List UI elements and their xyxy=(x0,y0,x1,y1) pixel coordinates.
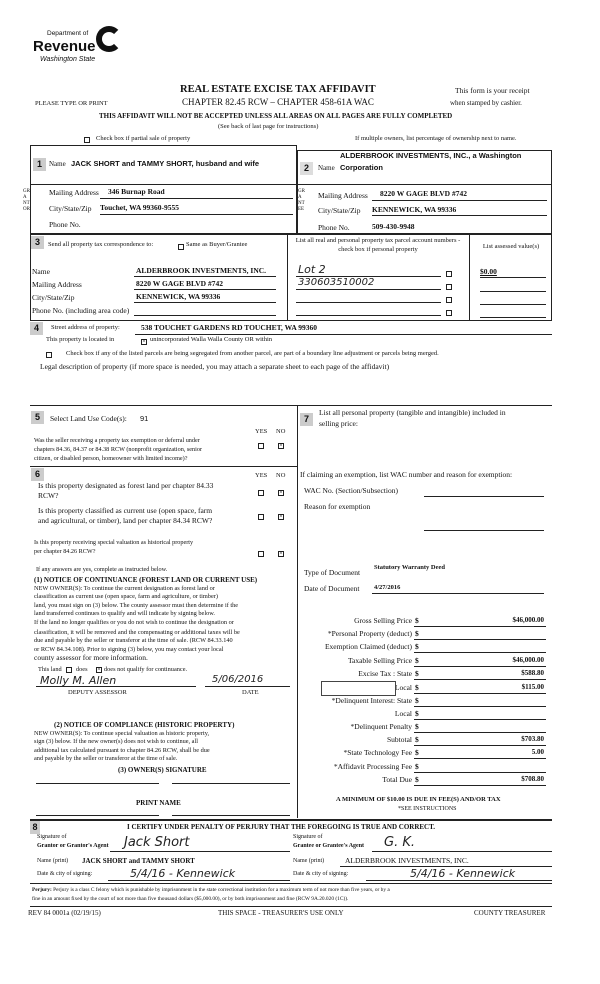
no-header: NO xyxy=(276,428,286,435)
forest-land-no[interactable]: × xyxy=(279,490,283,496)
n-line: land, you must sign on (3) below. The county assessor must then determine if the xyxy=(34,601,239,609)
grantor-mail-label: Mailing Address xyxy=(49,188,99,197)
calc-row-value[interactable]: $708.80 xyxy=(521,775,544,783)
doc-type[interactable]: Statutory Warranty Deed xyxy=(374,564,446,571)
line xyxy=(480,291,546,292)
line xyxy=(372,215,547,216)
calc-row-label: Total Due xyxy=(382,775,412,784)
calc-row-label: Subtotal xyxy=(386,735,412,744)
seller-exemption-question xyxy=(34,436,202,463)
yes-header: YES xyxy=(255,472,268,479)
calc-row-value[interactable]: $588.80 xyxy=(521,669,544,677)
grantor-signature[interactable]: Jack Short xyxy=(124,835,190,850)
sec3-mail-label: Mailing Address xyxy=(32,280,82,289)
line xyxy=(36,686,196,687)
grantee-name-2[interactable]: Corporation xyxy=(340,163,383,172)
divider xyxy=(30,906,552,907)
grantee-sig-of: Signature of xyxy=(293,834,323,840)
personal-property-checkbox-3[interactable] xyxy=(446,297,452,303)
perjury-label: Perjury: xyxy=(32,887,52,893)
perjury-text: Perjury is a class C felony which is punishable by imprisonment in the state correctional institution for a maximum term of not more than five years, or by a xyxy=(53,887,390,893)
n-line: classification, it will be removed and the compensating or additional taxes will be xyxy=(34,629,240,637)
no-header: NO xyxy=(276,472,286,479)
line xyxy=(414,745,546,746)
grantee-mail[interactable]: 8220 W GAGE BLVD #742 xyxy=(380,189,467,198)
see-instructions: *SEE INSTRUCTIONS xyxy=(398,806,457,812)
l-line: List all personal property (tangible and intangible) included in xyxy=(319,408,506,417)
calc-row-value[interactable]: $46,000.00 xyxy=(512,656,544,664)
grantee-print-name[interactable]: ALDERBROOK INVESTMENTS, INC. xyxy=(345,856,469,865)
line xyxy=(480,317,546,318)
grantor-date-city[interactable]: 5/4/16 - Kennewick xyxy=(130,867,236,880)
q-line: per chapter 84.26 RCW? xyxy=(34,548,96,555)
q-line: Is this property designated as forest land per chapter 84.33 xyxy=(38,481,214,490)
owner-signature-label: (3) OWNER(S) SIGNATURE xyxy=(118,766,207,774)
print-name-line-1[interactable] xyxy=(36,815,159,816)
forest-land-question xyxy=(38,481,213,501)
dollar-sign: $ xyxy=(415,669,419,678)
current-use-yes[interactable] xyxy=(258,514,264,520)
please-type: PLEASE TYPE OR PRINT xyxy=(35,100,108,107)
grantee-side-label: GRANTEE xyxy=(298,189,305,212)
grantor-mail[interactable]: 346 Burnap Road xyxy=(108,187,165,196)
calc-row-label: *Personal Property (deduct) xyxy=(327,629,412,638)
certify-statement: I CERTIFY UNDER PENALTY OF PERJURY THAT THE FOREGOING IS TRUE AND CORRECT. xyxy=(127,823,436,831)
line xyxy=(134,289,276,290)
multiple-owners-note: If multiple owners, list percentage of ownership next to name. xyxy=(355,135,517,142)
notice2-text xyxy=(34,730,210,764)
line xyxy=(372,200,547,201)
same-as-buyer-label: Same as Buyer/Grantee xyxy=(186,241,248,248)
dollar-sign: $ xyxy=(415,762,419,771)
print-name-line-2[interactable] xyxy=(172,815,290,816)
personal-property-label xyxy=(319,407,506,429)
grantee-name-label: Name xyxy=(318,164,335,172)
line xyxy=(296,289,441,290)
form-subtitle: CHAPTER 82.45 RCW – CHAPTER 458-61A WAC xyxy=(182,97,374,107)
assessor-signature: Molly M. Allen xyxy=(40,674,117,687)
historical-yes[interactable] xyxy=(258,551,264,557)
grantor-name[interactable]: JACK SHORT and TAMMY SHORT, husband and wife xyxy=(71,159,260,168)
notice1-text xyxy=(34,585,240,663)
section-2-number: 2 xyxy=(300,162,313,175)
dollar-sign: $ xyxy=(415,722,419,731)
sec3-mail[interactable]: 8220 W GAGE BLVD #742 xyxy=(136,279,223,288)
dollar-sign: $ xyxy=(415,656,419,665)
n-line: If the land no longer qualifies or you do not wish to continue the designation or xyxy=(34,618,234,626)
calc-row-label: Gross Selling Price xyxy=(354,616,412,625)
line xyxy=(414,626,546,627)
grantee-agent-label: Grantee or Grantee's Agent xyxy=(293,843,365,849)
line xyxy=(414,666,546,667)
line xyxy=(205,686,290,687)
forest-land-yes[interactable] xyxy=(258,490,264,496)
line xyxy=(296,315,441,316)
line xyxy=(414,719,546,720)
q-line: chapters 84.36, 84.37 or 84.38 RCW (nonprofit organization, senior xyxy=(34,446,203,453)
section-8-number: 8 xyxy=(30,821,40,834)
wac-input[interactable] xyxy=(424,496,544,497)
divider xyxy=(30,184,297,185)
perjury-line-2: fine in an amount fixed by the court of not more than five thousand dollars ($5,000.00), or by both imprisonment and fine (RCW 9A.20.020 (1C)). xyxy=(32,896,349,902)
line xyxy=(372,851,552,852)
street-address-label: Street address of property: xyxy=(51,324,120,331)
grantee-name-print-label: Name (print) xyxy=(293,858,325,864)
legal-description-label: Legal description of property (if more space is needed, you may attach a separate sheet to each page of the affidavit) xyxy=(40,362,390,371)
grantee-phone[interactable]: 509-430-9948 xyxy=(372,222,415,231)
wac-label: WAC No. (Section/Subsection) xyxy=(304,486,398,495)
q-line: Was the seller receiving a property tax exemption or deferral under xyxy=(34,437,200,444)
grantor-side-label: GRANTOR xyxy=(23,189,30,212)
perjury-line-1 xyxy=(32,886,390,895)
date-label: DATE xyxy=(242,689,259,696)
divider xyxy=(287,233,288,321)
divider xyxy=(30,405,297,406)
grantee-date-city[interactable]: 5/4/16 - Kennewick xyxy=(410,867,516,880)
grantor-name-print-label: Name (print) xyxy=(37,858,69,864)
line xyxy=(480,304,546,305)
column-divider xyxy=(297,405,298,818)
grantor-print-name[interactable]: JACK SHORT and TAMMY SHORT xyxy=(82,857,195,865)
dollar-sign: $ xyxy=(415,748,419,757)
n-line: classification as current use (open space, farm and agriculture, or timber) xyxy=(34,593,218,601)
n-line: additional tax calculated pursuant to chapter 84.26 RCW, shall be due xyxy=(34,746,210,754)
notice1-title: (1) NOTICE OF CONTINUANCE (FOREST LAND OR CURRENT USE) xyxy=(34,576,258,584)
grantor-agent-label: Grantor or Grantor's Agent xyxy=(37,843,109,849)
grantee-name-1[interactable]: ALDERBROOK INVESTMENTS, INC., a Washington xyxy=(340,151,522,160)
line xyxy=(100,214,293,215)
grantee-city[interactable]: KENNEWICK, WA 99336 xyxy=(372,205,457,214)
dollar-sign: $ xyxy=(415,616,419,625)
receipt-note-2: when stamped by cashier. xyxy=(450,99,522,107)
calc-row-label: Exemption Claimed (deduct) xyxy=(324,642,412,651)
n-line: NEW OWNER(S): To continue the current designation as forest land or xyxy=(34,585,215,592)
grantee-phone-label: Phone No. xyxy=(318,223,350,232)
segregated-checkbox[interactable] xyxy=(46,352,52,358)
assessed-header: List assessed value(s) xyxy=(482,243,540,250)
line xyxy=(134,276,276,277)
divider xyxy=(297,184,552,185)
see-back: (See back of last page for instructions) xyxy=(218,123,319,130)
q-line: Is this property receiving special valuation as historical property xyxy=(34,539,194,546)
line xyxy=(414,758,546,759)
personal-property-checkbox-2[interactable] xyxy=(446,284,452,290)
street-address[interactable]: 538 TOUCHET GARDENS RD TOUCHET, WA 99360 xyxy=(141,323,317,332)
line xyxy=(414,639,546,640)
line xyxy=(414,693,546,694)
grantor-city-label: City/State/Zip xyxy=(49,204,92,213)
n-line: NEW OWNER(S): To continue special valuation as historic property, xyxy=(34,730,210,737)
line xyxy=(372,593,544,594)
dollar-sign: $ xyxy=(415,642,419,651)
current-use-question xyxy=(38,506,212,526)
seller-exemption-yes[interactable] xyxy=(258,443,264,449)
q-line: and agricultural, or timber), land per chapter 84.34 RCW? xyxy=(38,516,213,525)
grantor-name-label: Name xyxy=(49,160,66,168)
q-line: RCW? xyxy=(38,491,59,500)
n-line: due and payable by the seller or transferor at the time of sale. (RCW 84.33.140 xyxy=(34,637,233,645)
section-7-number: 7 xyxy=(300,413,313,426)
owner-signature-line-1[interactable] xyxy=(36,783,159,784)
partial-sale-checkbox[interactable] xyxy=(84,137,90,143)
section-5-number: 5 xyxy=(31,411,44,424)
assessor-date: 5/06/2016 xyxy=(212,674,264,685)
logo-mark-icon xyxy=(96,26,122,52)
line xyxy=(414,785,546,786)
sec3-city-label: City/State/Zip xyxy=(32,293,75,302)
calc-row-label: Local xyxy=(394,709,412,718)
reason-label: Reason for exemption xyxy=(304,502,371,511)
calc-row-label: Taxable Selling Price xyxy=(347,656,412,665)
does-qualify-checkbox[interactable] xyxy=(66,667,72,673)
dollar-sign: $ xyxy=(415,775,419,784)
doc-date[interactable]: 4/27/2016 xyxy=(374,584,401,591)
line xyxy=(480,277,546,278)
line xyxy=(108,880,290,881)
n-line: sign (3) below. If the new owner(s) does not wish to continue, all xyxy=(34,738,198,746)
dollar-sign: $ xyxy=(415,629,419,638)
located-label: This property is located in xyxy=(46,336,115,343)
calc-row-value[interactable]: $703.80 xyxy=(521,735,544,743)
grantor-city[interactable]: Touchet, WA 99360-9555 xyxy=(100,203,179,212)
logo-line2: Revenue xyxy=(33,38,96,55)
sec3-city[interactable]: KENNEWICK, WA 99336 xyxy=(136,292,221,301)
calc-row-value[interactable]: 5.00 xyxy=(531,748,544,756)
partial-sale-label: Check box if partial sale of property xyxy=(96,135,191,142)
section-1-number: 1 xyxy=(33,158,46,171)
this-land-label: This land xyxy=(38,666,62,673)
n-line: or RCW 84.34.108). Prior to signing (3) below, you may contact your local xyxy=(34,645,224,653)
sec3-label: Send all property tax correspondence to: xyxy=(48,241,154,248)
grantee-date-city-label: Date & city of signing: xyxy=(293,871,349,877)
grantee-city-label: City/State/Zip xyxy=(318,206,361,215)
exemption-label: If claiming an exemption, list WAC number and reason for exemption: xyxy=(300,470,513,479)
line xyxy=(414,732,546,733)
form-title: REAL ESTATE EXCISE TAX AFFIDAVIT xyxy=(180,84,376,95)
line xyxy=(296,302,441,303)
personal-property-checkbox-4[interactable] xyxy=(446,310,452,316)
grantor-date-city-label: Date & city of signing: xyxy=(37,871,93,877)
located-value: unincorporated Walla Walla County OR within xyxy=(150,336,273,343)
l-line: selling price: xyxy=(319,419,358,428)
line xyxy=(134,302,276,303)
completion-warning: THIS AFFIDAVIT WILL NOT BE ACCEPTED UNLESS ALL AREAS ON ALL PAGES ARE FULLY COMPLETED xyxy=(99,112,453,120)
does-not-qualify-checkbox[interactable]: × xyxy=(97,667,101,673)
form-number: REV 84 0001a (02/19/15) xyxy=(28,909,101,917)
divider xyxy=(30,819,552,821)
print-name-label: PRINT NAME xyxy=(136,799,181,807)
dollar-sign: $ xyxy=(415,709,419,718)
county-treasurer: COUNTY TREASURER xyxy=(474,909,546,917)
line xyxy=(100,198,293,199)
section-6-number: 6 xyxy=(31,468,44,481)
section-3-number: 3 xyxy=(31,236,44,249)
q-line: citizen, or disabled person, homeowner with limited income)? xyxy=(34,455,188,462)
notice2-title: (2) NOTICE OF COMPLIANCE (HISTORIC PROPERTY) xyxy=(54,721,235,729)
grantee-signature[interactable]: G. K. xyxy=(384,835,415,850)
does-not-label: does not qualify for continuance. xyxy=(104,666,188,673)
calc-row-label: Excise Tax : State xyxy=(358,669,412,678)
unincorporated-checkbox[interactable]: × xyxy=(142,339,146,345)
calc-row-label: *Delinquent Interest: State xyxy=(331,696,412,705)
calc-row-label: Local xyxy=(394,683,412,692)
land-use-label: Select Land Use Code(s): xyxy=(50,414,127,423)
dollar-sign: $ xyxy=(415,735,419,744)
sec3-name[interactable]: ALDERBROOK INVESTMENTS, INC. xyxy=(136,266,267,275)
divider xyxy=(30,883,552,884)
sec3-name-label: Name xyxy=(32,267,50,276)
line xyxy=(366,880,552,881)
dollar-sign: $ xyxy=(415,683,419,692)
reason-input[interactable] xyxy=(424,530,544,531)
n-line: and payable by the seller or transferor at the time of sale. xyxy=(34,755,178,763)
calc-row-label: *Affidavit Processing Fee xyxy=(333,762,412,771)
current-use-no[interactable]: × xyxy=(279,514,283,520)
q-line: Is this property classified as current use (open space, farm xyxy=(38,506,213,515)
perjury-notice xyxy=(32,886,390,904)
calc-row-label: *Delinquent Penalty xyxy=(350,722,412,731)
line xyxy=(296,276,441,277)
line xyxy=(134,315,276,316)
grantee-mail-label: Mailing Address xyxy=(318,191,368,200)
receipt-note-1: This form is your receipt xyxy=(455,86,530,95)
segregated-label: Check box if any of the listed parcels are being segregated from another parcel, are part of a boundary line adjustment or parcels being merged. xyxy=(66,350,439,357)
line xyxy=(135,334,552,335)
parcel-2[interactable]: 330603510002 xyxy=(298,277,375,288)
dollar-sign: $ xyxy=(415,696,419,705)
divider xyxy=(30,466,297,467)
yes-header: YES xyxy=(255,428,268,435)
line xyxy=(110,851,290,852)
historical-no[interactable]: × xyxy=(279,551,283,557)
line xyxy=(414,679,546,680)
calc-row-label: *State Technology Fee xyxy=(343,748,412,757)
personal-property-checkbox-1[interactable] xyxy=(446,271,452,277)
logo-line1: Department of xyxy=(47,30,89,37)
divider xyxy=(297,405,552,406)
deputy-assessor-label: DEPUTY ASSESSOR xyxy=(68,689,127,696)
section-4-number: 4 xyxy=(30,322,43,335)
land-use-code[interactable]: 91 xyxy=(140,414,149,423)
calc-row-value[interactable]: $115.00 xyxy=(521,683,544,691)
line xyxy=(414,706,546,707)
same-as-buyer-checkbox[interactable] xyxy=(178,244,184,250)
logo-line3: Washington State xyxy=(40,56,96,63)
parcel-1[interactable]: Lot 2 xyxy=(298,263,326,276)
parcels-header: List all real and personal property tax parcel account numbers - check box if personal property xyxy=(295,237,461,253)
minimum-note: A MINIMUM OF $10.00 IS DUE IN FEE(S) AND/OR TAX xyxy=(336,796,501,803)
treasurer-space: THIS SPACE - TREASURER'S USE ONLY xyxy=(218,909,344,917)
line xyxy=(414,772,546,773)
grantor-phone-label: Phone No. xyxy=(49,220,81,229)
assessed-value-1[interactable]: $0.00 xyxy=(480,267,497,276)
local-code-box[interactable] xyxy=(321,681,396,696)
owner-signature-line-2[interactable] xyxy=(172,783,290,784)
n-line: land transferred continues to qualify and will indicate by signing below. xyxy=(34,610,215,618)
grantor-sig-of: Signature of xyxy=(37,834,67,840)
historical-question xyxy=(34,538,193,556)
seller-exemption-no[interactable]: × xyxy=(279,443,283,449)
if-any-yes: If any answers are yes, complete as instructed below. xyxy=(36,566,168,573)
sec3-phone-label: Phone No. (including area code) xyxy=(32,306,130,315)
doc-date-label: Date of Document xyxy=(304,584,360,593)
calc-row-value[interactable]: $46,000.00 xyxy=(512,616,544,624)
line xyxy=(414,652,546,653)
does-label: does xyxy=(76,666,88,673)
n-line: county assessor for more information. xyxy=(34,653,148,663)
doc-type-label: Type of Document xyxy=(304,568,361,577)
